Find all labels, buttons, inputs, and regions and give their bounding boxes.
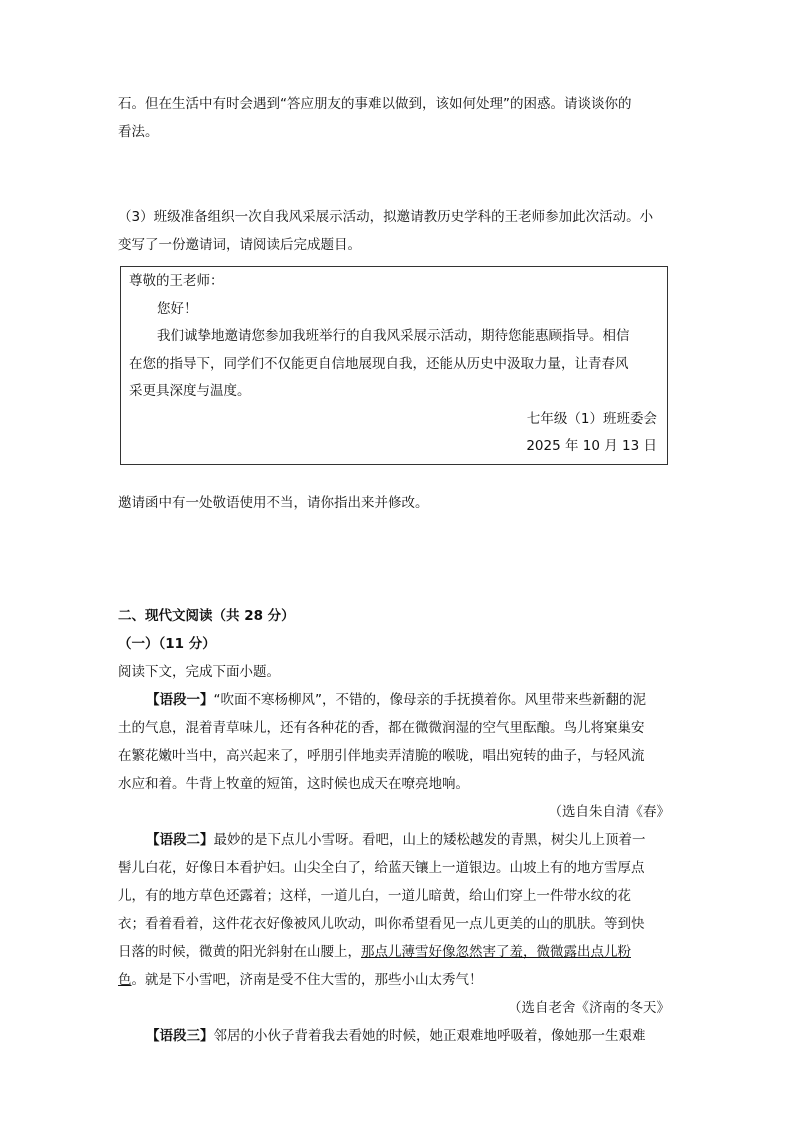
invitation-letter-box bbox=[120, 266, 668, 465]
passage-1 bbox=[118, 686, 670, 826]
passage-2-tag: 【语段二】 bbox=[146, 831, 214, 848]
passage-1-source: （选自朱自清《春》 bbox=[548, 803, 670, 820]
passage-2-line-6-plain: 。就是下小雪吧，济南是受不住大雪的，那些小山太秀气！ bbox=[131, 971, 483, 988]
passage-1-line-1 bbox=[118, 686, 670, 714]
exam-page bbox=[118, 90, 670, 1050]
passage-2-line-6 bbox=[118, 966, 670, 994]
letter-signer: 七年级（1）班班委会 bbox=[526, 410, 657, 427]
passage-2-line-1 bbox=[118, 826, 670, 854]
passage-2-line-4: 衣；看着看着，这件花衣好像被风儿吹动，叫你希望看见一点儿更美的山的肌肤。等到快 bbox=[118, 915, 645, 932]
passage-3-tag: 【语段三】 bbox=[146, 1027, 214, 1044]
subsection-heading: （一）（11 分） bbox=[118, 635, 216, 652]
letter-date: 2025 年 10 月 13 日 bbox=[526, 438, 657, 454]
letter-body-2: 在您的指导下，同学们不仅能更自信地展现自我，还能从历史中汲取力量，让青春风 bbox=[129, 355, 629, 372]
section-heading: 二、现代文阅读（共 28 分） bbox=[118, 607, 295, 624]
passage-3-text: 邻居的小伙子背着我去看她的时候，她正艰难地呼吸着，像她那一生艰难 bbox=[213, 1027, 646, 1044]
passage-1-tag: 【语段一】 bbox=[146, 691, 214, 708]
q3-line-2: 变写了一份邀请词，请阅读后完成题目。 bbox=[118, 237, 361, 253]
answer-space-2 bbox=[118, 517, 670, 602]
reading-instruction: 阅读下文，完成下面小题。 bbox=[118, 663, 280, 680]
q3-line-1: （3）班级准备组织一次自我风采展示活动，拟邀请教历史学科的王老师参加此次活动。小 bbox=[118, 209, 654, 225]
letter-body-1: 我们诚挚地邀请您参加我班举行的自我风采展示活动，期待您能惠顾指导。相信 bbox=[157, 328, 630, 344]
q2-line-2: 看法。 bbox=[118, 124, 159, 140]
passage-2-line-5-plain: 日落的时候，微黄的阳光斜射在山腰上， bbox=[118, 943, 361, 960]
passage-1-line-4: 水应和着。牛背上牧童的短笛，这时候也成天在嘹亮地响。 bbox=[118, 775, 469, 792]
passage-2-source: （选自老舍《济南的冬天》 bbox=[508, 999, 670, 1016]
question-3-text bbox=[118, 203, 670, 259]
passage-1-line-3: 在繁花嫩叶当中，高兴起来了，呼朋引伴地卖弄清脆的喉咙，唱出宛转的曲子，与轻风流 bbox=[118, 747, 645, 764]
q3-prompt: 邀请函中有一处敬语使用不当，请你指出来并修改。 bbox=[118, 494, 429, 511]
passage-2-line-5 bbox=[118, 938, 670, 966]
passage-2-line-2: 髻儿白花，好像日本看护妇。山尖全白了，给蓝天镶上一道银边。山坡上有的地方雪厚点 bbox=[118, 859, 645, 876]
underlined-sentence-end: 色 bbox=[118, 971, 132, 988]
letter-body-3: 采更具深度与温度。 bbox=[129, 383, 251, 399]
underlined-sentence: 那点儿薄雪好像忽然害了羞，微微露出点儿粉 bbox=[361, 943, 631, 960]
answer-space bbox=[118, 146, 670, 203]
passage-2 bbox=[118, 826, 670, 1022]
passage-2-text: 最妙的是下点儿小雪呀。看吧，山上的矮松越发的青黑，树尖儿上顶着一 bbox=[213, 831, 646, 848]
question-2-text bbox=[118, 90, 670, 146]
letter-greeting: 您好！ bbox=[157, 300, 198, 317]
letter-salutation: 尊敬的王老师： bbox=[129, 273, 224, 289]
passage-3 bbox=[118, 1022, 670, 1050]
passage-1-line-2: 土的气息，混着青草味儿，还有各种花的香，都在微微润湿的空气里酝酿。鸟儿将窠巢安 bbox=[118, 719, 645, 736]
q2-line-1: 石。但在生活中有时会遇到“答应朋友的事难以做到，该如何处理”的困惑。请谈谈你的 bbox=[118, 96, 632, 112]
passage-3-line-1 bbox=[118, 1022, 670, 1050]
passage-2-line-3: 儿，有的地方草色还露着；这样，一道儿白，一道儿暗黄，给山们穿上一件带水纹的花 bbox=[118, 887, 631, 904]
passage-1-text: “吹面不寒杨柳风”，不错的，像母亲的手抚摸着你。风里带来些新翻的泥 bbox=[213, 691, 646, 708]
